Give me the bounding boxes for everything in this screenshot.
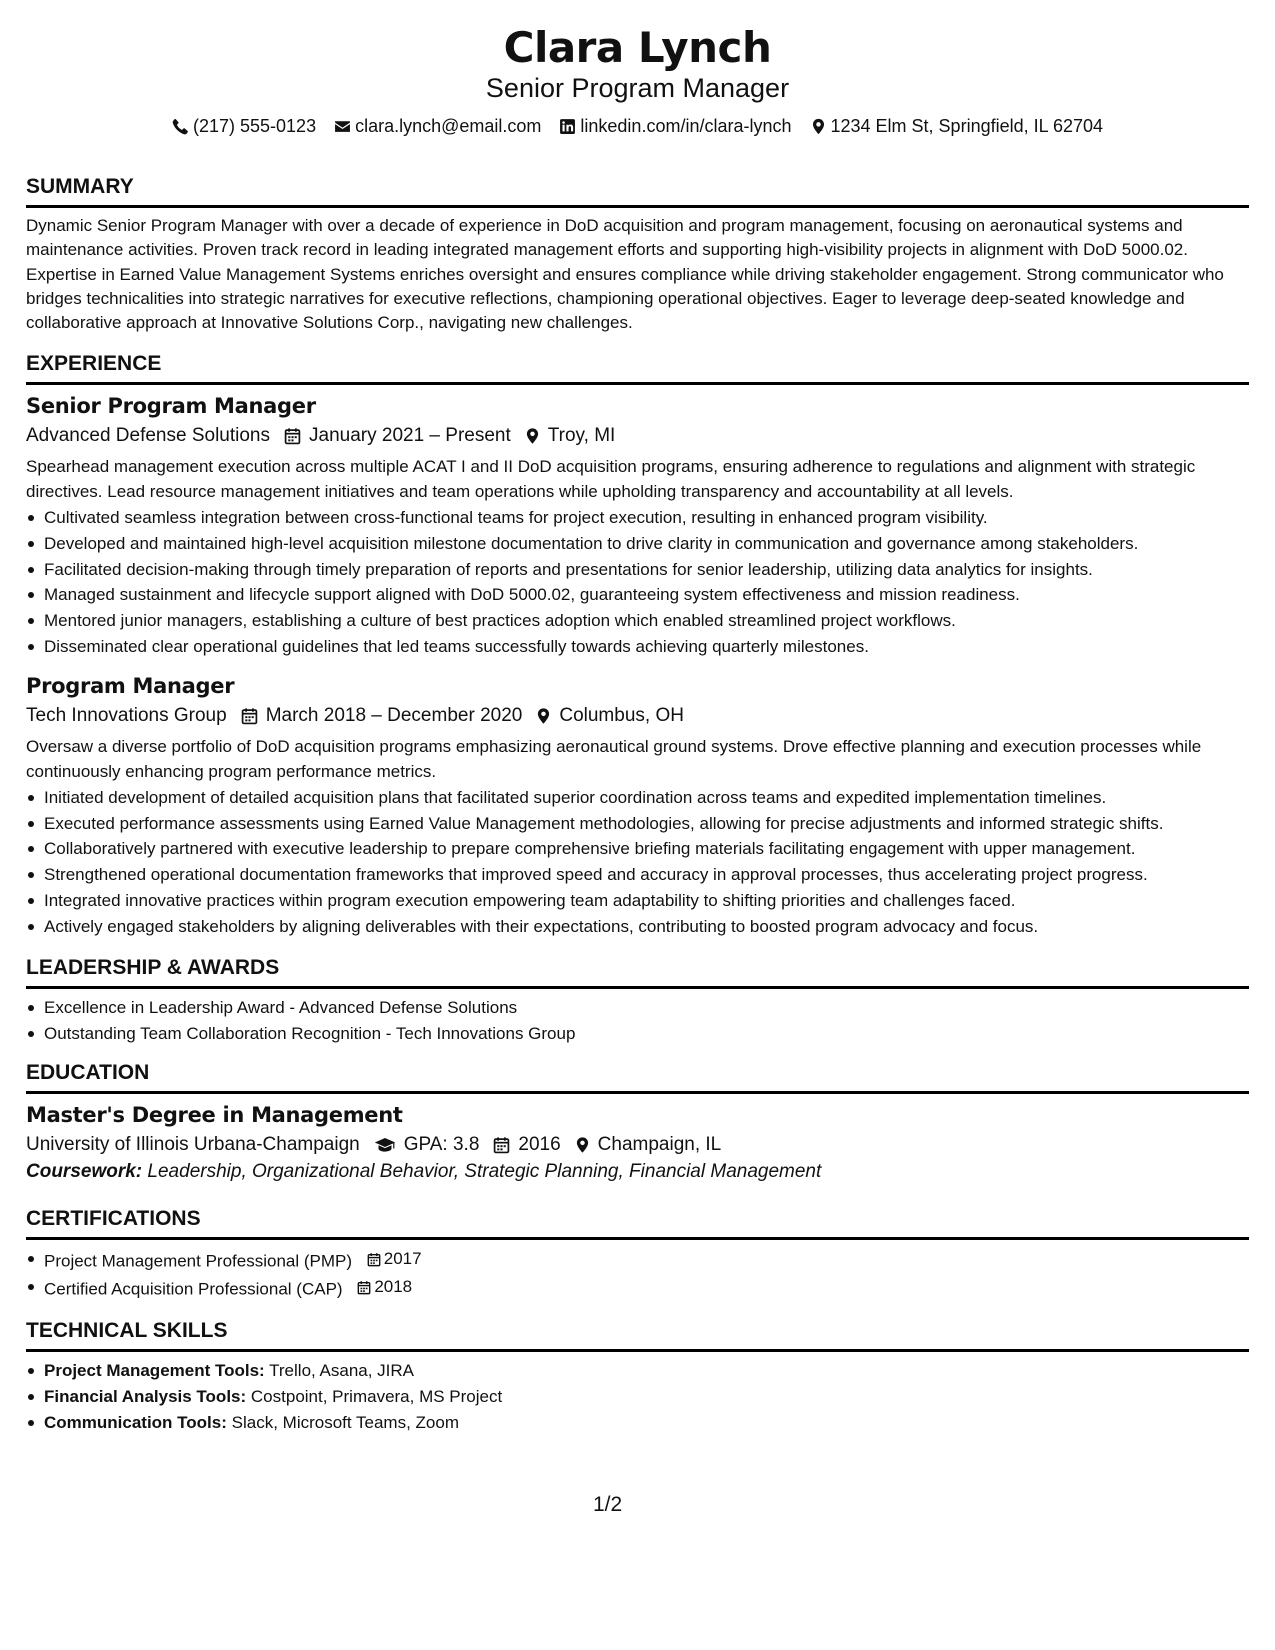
- job-description: Oversaw a diverse portfolio of DoD acquisition programs emphasizing aeronautical ground systems. Drove effective planning and execution processes while continuously enhancing program performance metrics.: [26, 737, 1202, 781]
- skill-label: Financial Analysis Tools:: [44, 1387, 247, 1407]
- school-name: University of Illinois Urbana-Champaign: [26, 1134, 360, 1156]
- list-item: [26, 1359, 1249, 1383]
- job-location: Columbus, OH: [559, 705, 684, 727]
- certifications-heading: CERTIFICATIONS: [26, 1206, 1249, 1240]
- calendar-icon: [241, 707, 258, 725]
- map-pin-icon: [525, 427, 540, 445]
- resume-header: [26, 22, 1249, 138]
- address-text: 1234 Elm St, Springfield, IL 62704: [830, 116, 1104, 136]
- job-meta: [26, 423, 1249, 449]
- summary-heading: SUMMARY: [26, 174, 1249, 208]
- phone-text: (217) 555-0123: [192, 116, 317, 136]
- graduation-cap-icon: [374, 1136, 396, 1154]
- list-item: Mentored junior managers, establishing a culture of best practices adoption which enabled streamlined project workflows.: [26, 609, 1249, 633]
- skills-section: [26, 1318, 1249, 1435]
- summary-text: Dynamic Senior Program Manager with over a decade of experience in DoD acquisition and program management, focusing on aeronautical systems and maintenance activities. Proven track record in leading integrated management efforts and supporting high-visibility projects in alignment with DoD 5000.02. Expertise in Earned Value Management Systems enriches oversight and ensures compliance while driving stakeholder engagement. Strong communicator who bridges technicalities into strategic narratives for executive reflections, championing operational objectives. Eager to leverage deep-seated knowledge and collaborative approach at Innovative Solutions Corp., navigating new challenges.: [26, 216, 1224, 333]
- contact-row: [26, 114, 1249, 138]
- skill-label: Communication Tools:: [44, 1412, 227, 1432]
- list-item: [26, 1411, 1249, 1435]
- coursework: [26, 1158, 1249, 1186]
- map-pin-icon: [536, 707, 551, 725]
- contact-phone: [172, 114, 316, 138]
- contact-address: [810, 114, 1104, 138]
- list-item: Developed and maintained high-level acquisition milestone documentation to drive clarity in communication and governance among stakeholders.: [26, 532, 1249, 556]
- skills-list: [26, 1359, 1249, 1435]
- linkedin-icon: [559, 118, 576, 135]
- list-item: [26, 1275, 1249, 1302]
- job-title: Program Manager: [26, 674, 235, 699]
- job-bullets: [26, 506, 1249, 659]
- list-item: Strengthened operational documentation frameworks that improved speed and accuracy in approval processes, thus accelerating project progress.: [26, 863, 1249, 887]
- graduation-year: 2016: [518, 1134, 561, 1156]
- leadership-heading: LEADERSHIP & AWARDS: [26, 955, 1249, 989]
- calendar-icon: [284, 427, 301, 445]
- education-meta: [26, 1132, 1249, 1158]
- contact-email: [334, 114, 541, 138]
- job-location: Troy, MI: [547, 425, 616, 447]
- phone-icon: [172, 118, 189, 135]
- list-item: Initiated development of detailed acquisition plans that facilitated superior coordination across teams and expedited implementation timelines.: [26, 786, 1249, 810]
- list-item: Actively engaged stakeholders by aligning deliverables with their expectations, contributing to boosted program advocacy and focus.: [26, 915, 1249, 939]
- list-item: Managed sustainment and lifecycle support aligned with DoD 5000.02, guaranteeing system effectiveness and mission readiness.: [26, 583, 1249, 607]
- list-item: Outstanding Team Collaboration Recognition - Tech Innovations Group: [26, 1022, 1249, 1046]
- linkedin-text: linkedin.com/in/clara-lynch: [580, 116, 792, 136]
- list-item: Disseminated clear operational guidelines that led teams successfully towards achieving quarterly milestones.: [26, 635, 1249, 659]
- contact-linkedin: [559, 114, 791, 138]
- map-pin-icon: [810, 118, 827, 135]
- list-item: Cultivated seamless integration between cross-functional teams for project execution, resulting in enhanced program visibility.: [26, 506, 1249, 530]
- resume-page: [26, 22, 1249, 1437]
- cert-date: [367, 1247, 422, 1271]
- list-item: [26, 1385, 1249, 1409]
- list-item: Executed performance assessments using Earned Value Management methodologies, allowing for precise adjustments and informed strategic shifts.: [26, 812, 1249, 836]
- cert-year: 2018: [374, 1277, 413, 1297]
- map-pin-icon: [575, 1136, 590, 1154]
- cert-name: Project Management Professional (PMP): [44, 1251, 353, 1271]
- job-meta: [26, 703, 1249, 729]
- education-section: [26, 1060, 1249, 1186]
- job-entry: [26, 393, 1249, 659]
- summary-section: [26, 174, 1249, 335]
- coursework-label: Coursework:: [26, 1161, 143, 1183]
- job-title: Senior Program Manager: [26, 394, 316, 419]
- skills-heading: TECHNICAL SKILLS: [26, 1318, 1249, 1352]
- job-dates: March 2018 – December 2020: [265, 705, 523, 727]
- gpa-text: GPA: 3.8: [403, 1134, 480, 1156]
- page-number: 1/2: [593, 1493, 623, 1516]
- list-item: Collaboratively partnered with executive leadership to prepare comprehensive briefing materials facilitating engagement with upper management.: [26, 837, 1249, 861]
- calendar-icon: [367, 1252, 381, 1267]
- job-description: Spearhead management execution across multiple ACAT I and II DoD acquisition programs, ensuring adherence to regulations and alignment with strategic directives. Lead resource management initiatives and team operations while upholding transparency and accountability at all levels.: [26, 457, 1196, 501]
- experience-section: [26, 351, 1249, 939]
- list-item: Facilitated decision-making through timely preparation of reports and presentations for senior leadership, utilizing data analytics for insights.: [26, 558, 1249, 582]
- skill-value: Trello, Asana, JIRA: [269, 1361, 415, 1381]
- experience-heading: EXPERIENCE: [26, 351, 1249, 385]
- candidate-title: Senior Program Manager: [485, 73, 790, 103]
- cert-year: 2017: [383, 1249, 422, 1269]
- job-company: Tech Innovations Group: [26, 705, 227, 727]
- skill-label: Project Management Tools:: [44, 1361, 265, 1381]
- calendar-icon: [357, 1280, 371, 1295]
- coursework-text: Leadership, Organizational Behavior, Strategic Planning, Financial Management: [147, 1161, 822, 1183]
- skill-value: Slack, Microsoft Teams, Zoom: [231, 1412, 459, 1432]
- leadership-list: [26, 996, 1249, 1046]
- job-company: Advanced Defense Solutions: [26, 425, 270, 447]
- leadership-section: [26, 955, 1249, 1046]
- calendar-icon: [493, 1136, 510, 1154]
- envelope-icon: [334, 118, 351, 135]
- list-item: [26, 1247, 1249, 1274]
- job-dates: January 2021 – Present: [309, 425, 511, 447]
- certifications-list: [26, 1247, 1249, 1302]
- job-entry: [26, 673, 1249, 939]
- candidate-name: Clara Lynch: [503, 23, 772, 72]
- list-item: Integrated innovative practices within program execution empowering team adaptability to shifting priorities and challenges faced.: [26, 889, 1249, 913]
- skill-value: Costpoint, Primavera, MS Project: [250, 1387, 503, 1407]
- cert-name: Certified Acquisition Professional (CAP): [44, 1280, 343, 1300]
- education-heading: EDUCATION: [26, 1060, 1249, 1094]
- job-bullets: [26, 786, 1249, 939]
- cert-date: [357, 1275, 412, 1299]
- degree-title: Master's Degree in Management: [26, 1103, 403, 1128]
- email-text: clara.lynch@email.com: [355, 116, 542, 136]
- list-item: Excellence in Leadership Award - Advanced Defense Solutions: [26, 996, 1249, 1020]
- certifications-section: [26, 1206, 1249, 1302]
- school-location: Champaign, IL: [597, 1134, 722, 1156]
